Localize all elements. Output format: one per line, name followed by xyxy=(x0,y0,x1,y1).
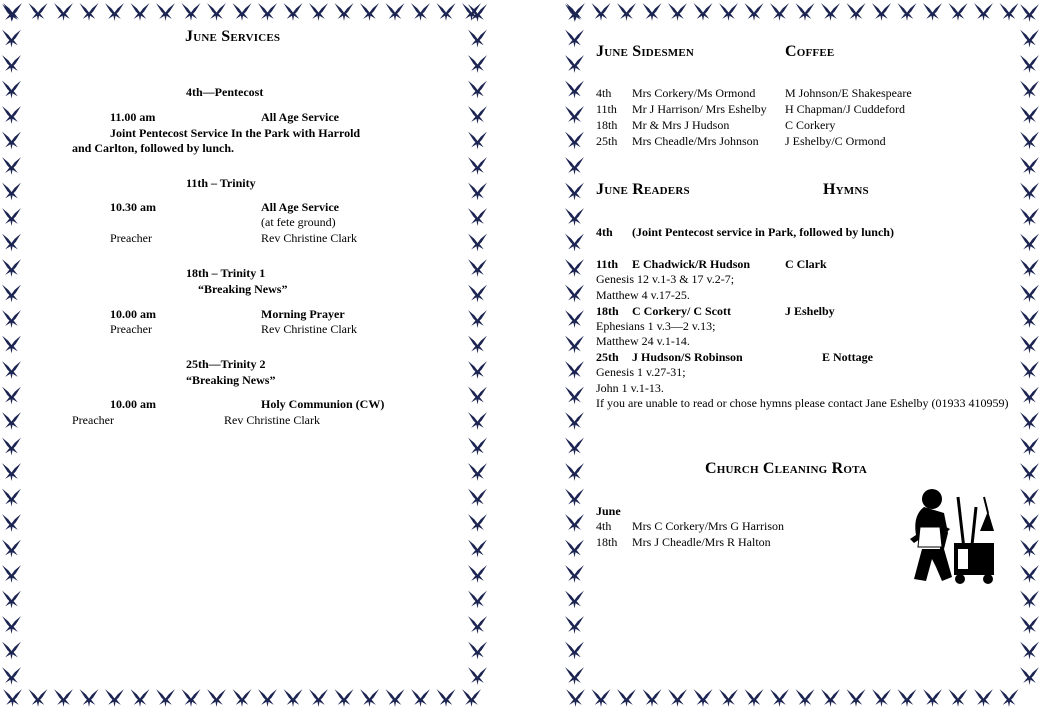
contact-note: If you are unable to read or chose hymns please contact Jane Eshelby (01933 410959) xyxy=(596,396,1009,410)
cleaning-names: Mrs C Corkery/Mrs G Harrison xyxy=(632,519,784,533)
right-content xyxy=(563,0,1042,710)
readers-date: 25th xyxy=(596,350,619,364)
preacher-name: Rev Christine Clark xyxy=(224,413,320,427)
preacher-name: Rev Christine Clark xyxy=(261,322,357,336)
page-title: June Services xyxy=(185,28,281,45)
service-subheading: “Breaking News” xyxy=(186,373,276,387)
readers-title: June Readers xyxy=(596,181,690,198)
readers-note: (Joint Pentecost service in Park, followed by lunch) xyxy=(632,225,894,239)
sidesmen-date: 4th xyxy=(596,86,612,100)
left-page xyxy=(0,0,490,710)
service-heading: 4th—Pentecost xyxy=(186,85,264,99)
preacher-label: Preacher xyxy=(110,322,152,336)
service-name: All Age Service xyxy=(261,200,339,214)
service-location: (at fete ground) xyxy=(261,215,336,229)
hymns-title: Hymns xyxy=(823,181,869,198)
coffee-names: H Chapman/J Cuddeford xyxy=(785,102,905,116)
readers-names: C Corkery/ C Scott xyxy=(632,304,731,318)
sidesmen-date: 25th xyxy=(596,134,618,148)
service-note-cont: and Carlton, followed by lunch. xyxy=(72,141,235,155)
service-time: 10.30 am xyxy=(110,200,156,214)
sidesmen-date: 11th xyxy=(596,102,617,116)
readers-date: 4th xyxy=(596,225,613,239)
preacher-label: Preacher xyxy=(72,413,114,427)
service-name: All Age Service xyxy=(261,110,339,124)
preacher-label: Preacher xyxy=(110,231,152,245)
reading: Genesis 1 v.27-31; xyxy=(596,365,686,379)
reading: Genesis 12 v.1-3 & 17 v.2-7; xyxy=(596,272,735,286)
readers-names: E Chadwick/R Hudson xyxy=(632,257,751,271)
reading: John 1 v.1-13. xyxy=(596,381,664,395)
sidesmen-names: Mrs Cheadle/Mrs Johnson xyxy=(632,134,759,148)
service-name: Morning Prayer xyxy=(261,307,345,321)
readers-date: 11th xyxy=(596,257,619,271)
cleaning-names: Mrs J Cheadle/Mrs R Halton xyxy=(632,535,771,549)
service-heading: 25th—Trinity 2 xyxy=(186,357,266,371)
reading: Matthew 24 v.1-14. xyxy=(596,334,690,348)
service-time: 10.00 am xyxy=(110,307,156,321)
sidesmen-names: Mrs Corkery/Ms Ormond xyxy=(632,86,756,100)
service-time: 11.00 am xyxy=(110,110,156,124)
coffee-title: Coffee xyxy=(785,43,835,60)
left-content xyxy=(0,0,490,710)
readers-date: 18th xyxy=(596,304,619,318)
cleaner-with-cart-icon xyxy=(906,487,1006,585)
cleaning-month: June xyxy=(596,504,621,518)
sidesmen-names: Mr & Mrs J Hudson xyxy=(632,118,730,132)
hymns-name: C Clark xyxy=(785,257,827,271)
right-page xyxy=(563,0,1042,710)
readers-names: J Hudson/S Robinson xyxy=(632,350,743,364)
sidesmen-title: June Sidesmen xyxy=(596,43,695,60)
cleaning-date: 18th xyxy=(596,535,618,549)
service-note: Joint Pentecost Service In the Park with Harrold xyxy=(110,126,361,140)
coffee-names: J Eshelby/C Ormond xyxy=(785,134,886,148)
reading: Matthew 4 v.17-25. xyxy=(596,288,690,302)
cleaning-date: 4th xyxy=(596,519,612,533)
hymns-name: J Eshelby xyxy=(785,304,835,318)
sidesmen-names: Mr J Harrison/ Mrs Eshelby xyxy=(632,102,767,116)
reading: Ephesians 1 v.3—2 v.13; xyxy=(596,319,716,333)
service-name: Holy Communion (CW) xyxy=(261,397,385,411)
service-time: 10.00 am xyxy=(110,397,156,411)
service-heading: 18th – Trinity 1 xyxy=(186,266,266,280)
coffee-names: M Johnson/E Shakespeare xyxy=(785,86,912,100)
cleaning-title: Church Cleaning Rota xyxy=(705,460,867,477)
service-heading: 11th – Trinity xyxy=(186,176,256,190)
service-subheading: “Breaking News” xyxy=(198,282,288,296)
preacher-name: Rev Christine Clark xyxy=(261,231,357,245)
hymns-name: E Nottage xyxy=(822,350,873,364)
coffee-names: C Corkery xyxy=(785,118,836,132)
sidesmen-date: 18th xyxy=(596,118,618,132)
